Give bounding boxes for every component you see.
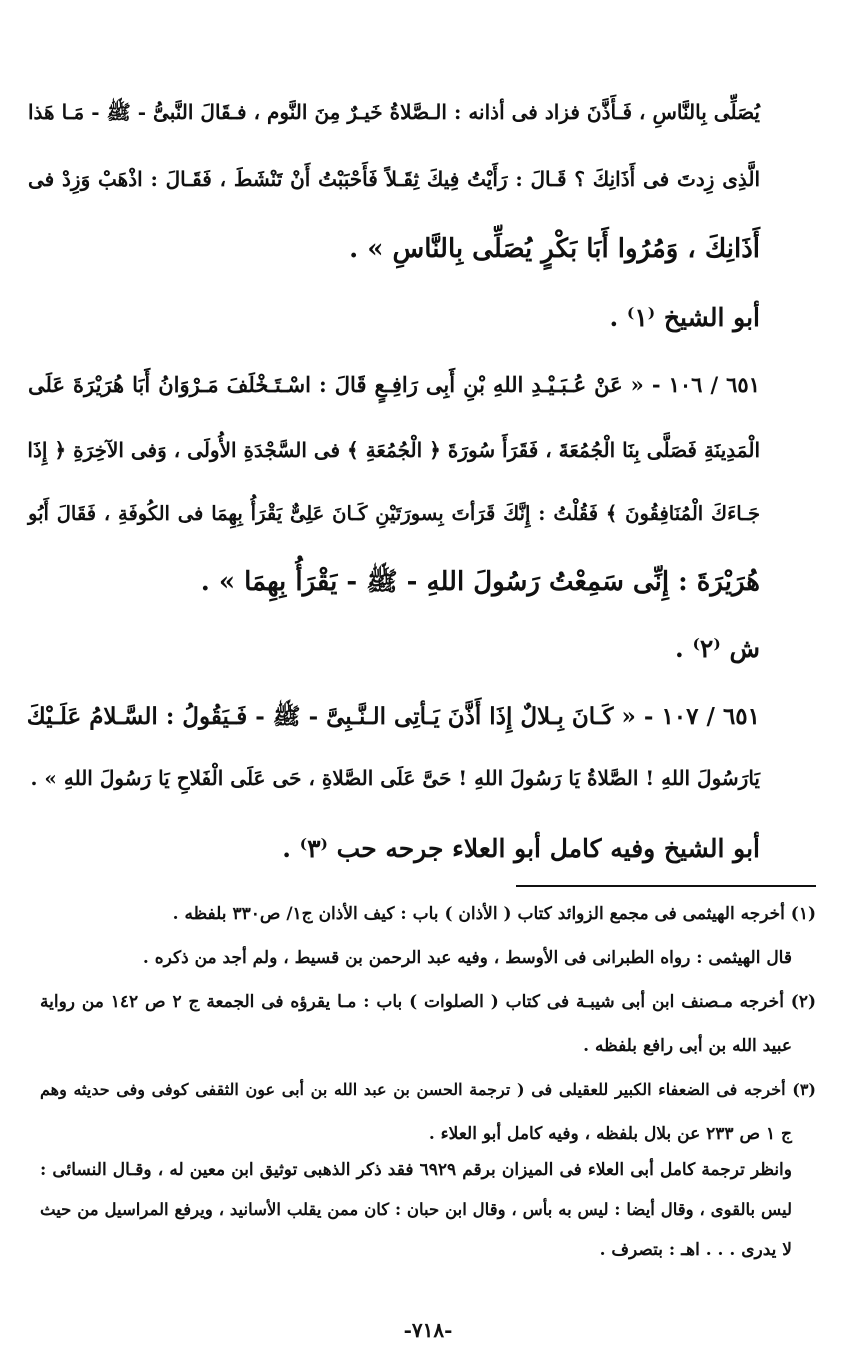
- body-line: يَارَسُولَ اللهِ ! الصَّلاةُ يَا رَسُولَ اللهِ ! حَىَّ عَلَى الصَّلاةِ ، حَى عَلَى الْفَلاحِ يَا رَسُولَ اللهِ » .: [30, 766, 760, 790]
- footnote-line: لا يدرى . . . اهـ : بتصرف .: [599, 1240, 792, 1260]
- footnote-line: وانظر ترجمة كامل أبى العلاء فى الميزان برقم ٦٩٢٩ فقد ذكر الذهبى توثيق ابن معين له ، وقـال النسائى :: [40, 1160, 792, 1180]
- body-line: أَذَانِكَ ، وَمُرُوا أَبَا بَكْرٍ يُصَلِّى بِالنَّاسِ » .: [349, 234, 760, 264]
- body-line: يُصَلِّى بِالنَّاسِ ، فَـأَذَّنَ فزاد فى أذانه : الـصَّلاةُ خَيـرٌ مِنَ النَّوم ، فـقَالَ النَّبىُّ - ﷺ - مَـا هَذا: [28, 100, 760, 124]
- footnote-line: ج ١ ص ٢٣٣ عن بلال بلفظه ، وفيه كامل أبو العلاء .: [428, 1124, 792, 1144]
- source-reference: ش ⁽٢⁾ .: [675, 634, 760, 663]
- footnote-line: (٢) أخرجه مـصنف ابن أبى شيبـة فى كتاب ( الصلوات ) باب : مـا يقرؤه فى الجمعة ج ٢ ص ١٤٢ من رواية: [40, 992, 817, 1012]
- source-reference: أبو الشيخ وفيه كامل أبو العلاء جرحه حب ⁽٣⁾ .: [282, 834, 760, 863]
- body-line: ٦٥١ / ١٠٦ - « عَنْ عُـبَـيْـدِ اللهِ بْنِ أَبِى رَافِـعٍ قَالَ : اسْـتَـخْلَفَ مَـرْوَانُ أَبَا هُرَيْرَةَ عَلَى: [28, 372, 760, 397]
- footnote-line: عبيد الله بن أبى رافع بلفظه .: [583, 1036, 792, 1056]
- footnote-separator: [516, 885, 816, 887]
- body-line: ٦٥١ / ١٠٧ - « كَـانَ بِـلالٌ إِذَا أَذَّنَ يَـأتِى الـنَّـبِىَّ - ﷺ - فَـيَقُولُ : السَّـلامُ عَلَـيْكَ: [26, 703, 760, 730]
- footnote-line: (١) أخرجه الهيثمى فى مجمع الزوائد كتاب ( الأذان ) باب : كيف الأذان ج١/ ص٣٣٠ بلفظه .: [172, 904, 816, 924]
- body-line: هُرَيْرَةَ : إِنِّى سَمِعْتُ رَسُولَ اللهِ - ﷺ - يَقْرَأُ بِهِمَا » .: [200, 567, 760, 597]
- footnote-line: قال الهيثمى : رواه الطبرانى فى الأوسط ، وفيه عبد الرحمن بن قسيط ، ولم أجد من ذكره .: [142, 948, 792, 968]
- source-reference: أبو الشيخ ⁽١⁾ .: [609, 303, 760, 332]
- body-line: الَّذِى زِدتَ فى أَذَانِكَ ؟ قَـالَ : رَأَيْتُ فِيكَ ثِقَـلاً فَأَحْبَبْتُ أَنْ تَنْشَطَ ، فَقَـالَ : اذْهَبْ وَزِدْ فى: [28, 167, 760, 191]
- body-line: الْمَدِينَةِ فَصَلَّى بِنَا الْجُمُعَةَ ، فَقَرَأَ سُورَةَ ﴿ الْجُمُعَةِ ﴾ فى السَّجْدَةِ الأُولَى ، وَفى الآخِرَةِ ﴿ إِذَا: [27, 438, 760, 462]
- footnote-line: (٣) أخرجه فى الضعفاء الكبير للعقيلى فى ( ترجمة الحسن بن عبد الله بن أبى عون الثقفى كوفى وفى حديثه وهم: [40, 1080, 816, 1099]
- footnote-line: ليس بالقوى ، وقال أيضا : ليس به بأس ، وقال ابن حبان : كان ممن يقلب الأسانيد ، ويرفع المراسيل من حيث: [40, 1200, 792, 1219]
- page-number: -٧١٨-: [403, 1318, 453, 1342]
- body-line: جَـاءَكَ الْمُنَافِقُونَ ﴾ فَقُلْتُ : إِنَّكَ قَرَأتَ بِسورَتَيْنِ كَـانَ عَلِىٌّ يَقْرَأُ بِهِمَا فى الكُوفَةِ ، فَقَالَ أَبُو: [28, 502, 760, 525]
